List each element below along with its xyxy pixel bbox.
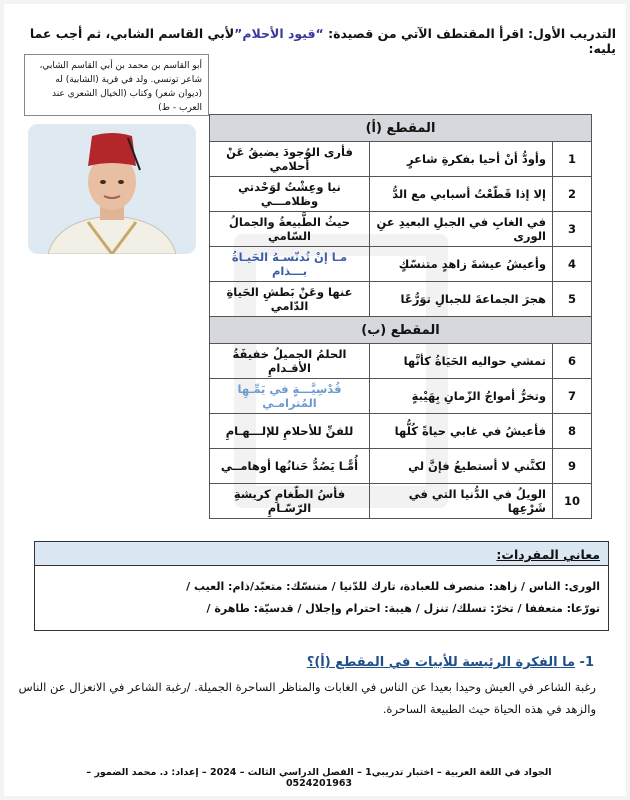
instructions-suffix: لأبي القاسم الشابي، ثم أجب عما يليه:	[29, 26, 616, 56]
verse-number: 3	[553, 212, 592, 247]
verse-first-half: وأعيشُ عيشةَ زاهدٍ متنسّكٍ	[370, 247, 553, 282]
vocabulary-title: معاني المفردات:	[35, 542, 608, 566]
question-number: 1-	[575, 655, 594, 670]
verse-number: 7	[553, 379, 592, 414]
verse-second-half: فأسُ الطّغامِ كريشةِ الرّسّـامِ	[210, 484, 370, 519]
verse-first-half: في الغابِ في الجبلِ البعيدِ عنِ الورى	[370, 212, 553, 247]
poem-title: “قيود الأحلام”	[234, 26, 324, 41]
vocabulary-box	[34, 541, 609, 631]
vocabulary-line: الورى: الناس / زاهد: منصرف للعبادة، تارك للدّنيا / متنسّك: متعبّد/ذام: العيب /	[186, 580, 600, 593]
poet-bio: أبو القاسم بن محمد بن أبي القاسم الشابي، شاعر تونسي. ولد في قرية (الشابية) له (ديوان شعر) وكتاب (الخيال الشعري عند العرب - ط)	[24, 54, 209, 116]
verse-second-half: مـا إنْ تُدنّسـهُ الحَيـاةُ بـــذام	[210, 247, 370, 282]
poet-photo	[28, 124, 196, 254]
verse-first-half: وتخرُّ أمواجُ الزّمانِ بِهَيْبةٍ	[370, 379, 553, 414]
section-a-title: المقطع (أ)	[210, 115, 592, 142]
verse-number: 1	[553, 142, 592, 177]
exercise-instructions	[16, 26, 616, 56]
verse-first-half: إلا إذا قَطّعْتُ أسبابي مع الدُّ	[370, 177, 553, 212]
question-1	[307, 655, 594, 670]
question-text: ما الفكرة الرئيسة للأبيات في المقطع (أ)؟	[306, 655, 576, 670]
section-b-title: المقطع (ب)	[210, 317, 592, 344]
verse-first-half: الويلُ في الدُّنيا التي في شَرْعِها	[370, 484, 553, 519]
section-b-header	[210, 317, 592, 344]
verse-number: 4	[553, 247, 592, 282]
verse-second-half: قُدْسِيَّـــةٍ في يَمِّـهِا المُترامـي	[210, 379, 370, 414]
verse-first-half: تمشي حواليه الحَيَاةُ كأنَّها	[370, 344, 553, 379]
verse-second-half: فأرى الوُجودَ يضيقُ عَنْ أحلامي	[210, 142, 370, 177]
verse-number: 10	[553, 484, 592, 519]
verse-second-half: أُمًّـا يَصُدُّ حَنانُها أوهامــي	[210, 449, 370, 484]
verse-first-half: لكنَّني لا أستطيعُ فإنَّ لي	[370, 449, 553, 484]
verse-row	[210, 142, 592, 177]
verses-table	[209, 114, 592, 519]
verse-row	[210, 212, 592, 247]
verse-first-half: وأودُّ أنْ أحيا بفكرةِ شاعرٍ	[370, 142, 553, 177]
verse-second-half: للفنِّ للأحلامِ للإلـــهـامِ	[210, 414, 370, 449]
verse-number: 9	[553, 449, 592, 484]
verse-number: 8	[553, 414, 592, 449]
verse-row	[210, 282, 592, 317]
verse-row	[210, 177, 592, 212]
instructions-prefix: التدريب الأول: اقرأ المقتطف الآتي من قصيدة:	[323, 26, 616, 41]
worksheet-page	[4, 4, 626, 796]
verse-second-half: حيثُ الطَّبيعةُ والجمالُ السّامي	[210, 212, 370, 247]
vocabulary-list	[35, 566, 608, 620]
verse-row	[210, 379, 592, 414]
verse-second-half: نيا وعِشْتُ لوَحْدتي وظلامـــي	[210, 177, 370, 212]
verse-row	[210, 484, 592, 519]
section-a-header	[210, 115, 592, 142]
verse-number: 6	[553, 344, 592, 379]
verse-first-half: هجرَ الجماعةَ للجبالِ توَرُّعًا	[370, 282, 553, 317]
verse-row	[210, 449, 592, 484]
verse-second-half: الحلمُ الجميلُ خفيفَةُ الأقـدامِ	[210, 344, 370, 379]
verse-row	[210, 414, 592, 449]
page-footer: الجواد في اللغة العربية – اختبار تدريبي1 – الفصل الدراسي الثالث – 2024 – إعداد: د. محمد الضمور – 0524201963	[86, 767, 552, 789]
verse-number: 2	[553, 177, 592, 212]
verse-number: 5	[553, 282, 592, 317]
verse-second-half: عنها وعَنْ بَطشِ الحَياةِ الدّامي	[210, 282, 370, 317]
verse-row	[210, 247, 592, 282]
answer-1: رغبة الشاعر في العيش وحيدا بعيدا عن الناس في الغابات والمناظر الساحرة الجميلة. /رغبة الشاعر في الانعزال عن الناس والزهد في هذه الحياة حيث الطبيعة الساحرة.	[18, 680, 596, 716]
vocabulary-line: تورّعا: متعففا / تخرّ: تسلك/ تنزل / هيبة: احترام وإجلال / قدسيّة: طاهرة /	[206, 602, 600, 615]
verse-first-half: فأعيشُ في غابي حياةً كُلُّها	[370, 414, 553, 449]
verse-row	[210, 344, 592, 379]
